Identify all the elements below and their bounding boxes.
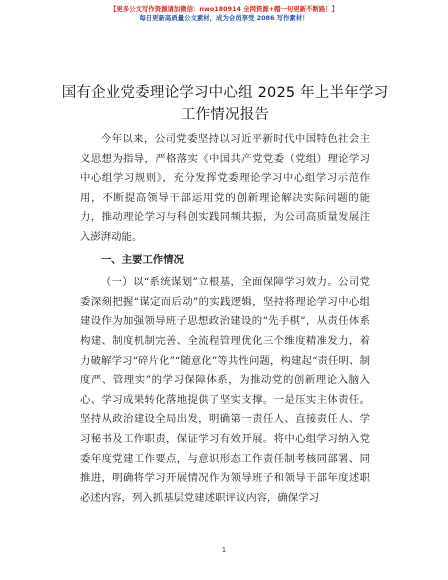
document-title: 国有企业党委理论学习中心组 2025 年上半年学习工作情况报告	[61, 85, 389, 123]
promo-banner-line-2: 每日更新高质量公文素材，成为会员享受 2086 写作素材！	[139, 14, 309, 22]
promo-banner-line-1: 【更多公文写作资源请加微信：nwo180914 全网资源+帽一句更新不断路！】	[109, 5, 339, 13]
intro-paragraph: 今年以来，公司党委坚持以习近平新时代中国特色社会主义思想为指导，严格落实《中国共产党党委（党组）理论学习中心组学习规则》，充分发挥党委理论学习中心组学习示范作用，不断提高领导干部运用党的创新理论解决实际问题的能力，推动理论学习与科创实践同频共振，为公司高质量发展注入澎湃动能。	[80, 133, 370, 243]
promo-banner	[0, 5, 448, 23]
document-body	[80, 130, 370, 508]
section-heading-main-work: 一、主要工作情况	[100, 253, 184, 266]
section-paragraph: （一）以“系统谋划”立根基，全面保障学习效力。公司党委深刻把握“谋定而后动”的实践逻辑，坚持将理论学习中心组建设作为加强领导班子思想政治建设的“先手棋”，从责任体系构建、制度机制完善、全流程管理优化三个维度精准发力，着力破解学习“碎片化”“随意化”等共性问题，构建起“责任明、制度严、管理实”的学习保障体系，为推动党的创新理论入脑入心、学习成果转化落地提供了坚实支撑。一是压实主体责任。坚持从政治建设全局出发，明确第一责任人、直接责任人、学习秘书及工作职责，保证学习有效开展。将中心组学习纳入党委年度党建工作要点，与意识形态工作责任制考核同部署、同推进，明确将学习开展情况作为领导班子和领导干部年度述职必述内容，列入抓基层党建述职评议内容，确保学习	[80, 276, 370, 504]
page-number: 1	[221, 546, 227, 554]
